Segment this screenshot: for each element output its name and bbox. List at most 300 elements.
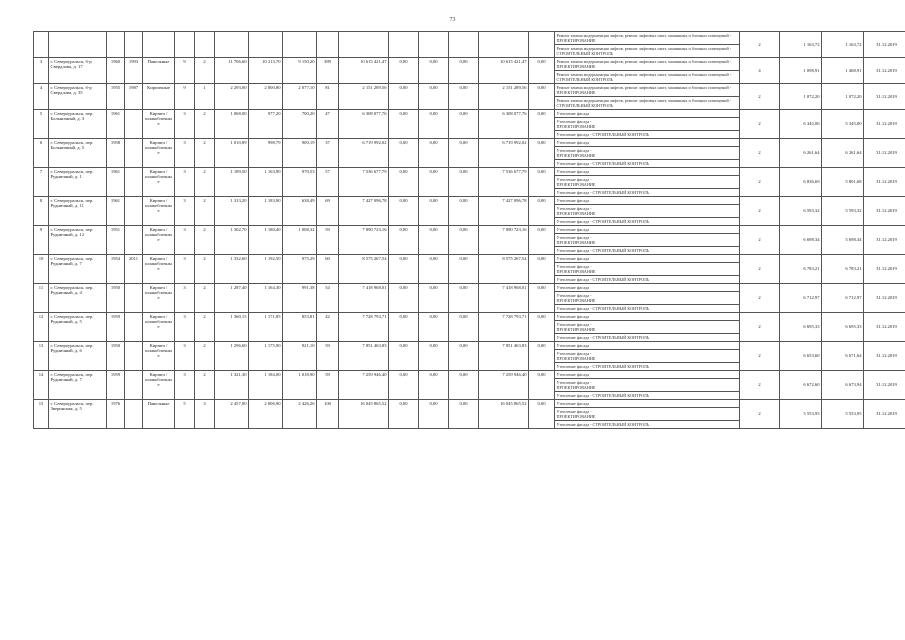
cell-no: 4 [34, 84, 49, 110]
work-type-text: Утепление фасада - [556, 119, 592, 124]
table-row [34, 226, 905, 234]
cell-other: 0,00 [529, 255, 555, 284]
work-type-text: Утепление фасада - [556, 351, 592, 356]
cell-area-total: 1 360,15 [215, 313, 249, 342]
cell-address: г. Североуральск, пер. Больничный, д. 3 [49, 110, 107, 139]
cell-other: 0,00 [529, 84, 555, 110]
cell-entrances: 2 [195, 313, 215, 342]
cell-budget-subject: 0,00 [419, 313, 449, 342]
cell-fund: 0,00 [389, 197, 419, 226]
cell-area-living: 10 213,70 [249, 58, 283, 84]
cell-wall: Кирпич / шлакоблочные [143, 110, 175, 139]
cell-residents: 42 [317, 313, 339, 342]
cell-max-cost: 1 163,72 [822, 32, 864, 58]
cell-address: г. Североуральск, пер. Рудничный, д. 12 [49, 226, 107, 255]
cell-deadline: 31.12.2019 [864, 371, 905, 400]
cell-year-rec [125, 32, 143, 58]
cell-residents: 57 [317, 168, 339, 197]
cell-owners: 6 308 077,76 [479, 110, 529, 139]
cell-work-type [555, 321, 740, 334]
cell-wall: Кирпич / шлакоблочные [143, 371, 175, 400]
cell-budget-subject: 0,00 [419, 139, 449, 168]
cell-max-cost: 6 261,64 [822, 139, 864, 168]
cell-deadline: 31.12.2019 [864, 226, 905, 255]
cell-unit-cost: 6 698,34 [780, 226, 822, 255]
cell-work-type [555, 147, 740, 160]
cell-area-living: 998,79 [249, 139, 283, 168]
cell-fund: 0,00 [389, 313, 419, 342]
cell-residents: 54 [317, 284, 339, 313]
cell-budget-subject: 0,00 [419, 197, 449, 226]
work-type-text: Утепление фасада - СТРОИТЕЛЬНЫЙ КОНТРОЛЬ [556, 219, 650, 224]
cell-budget-local: 0,00 [449, 84, 479, 110]
cell-deadline: 31.12.2019 [864, 255, 905, 284]
cell-work-type [555, 32, 740, 45]
table-row [34, 32, 905, 45]
cell-wall: Кирпич / шлакоблочные [143, 313, 175, 342]
cell-cost-total: 6 719 992,02 [339, 139, 389, 168]
cell-owners: 10 615 421,47 [479, 58, 529, 84]
cell-budget-subject: 0,00 [419, 58, 449, 84]
cell-area-total: 1 302,70 [215, 226, 249, 255]
cell-year-rec [125, 313, 143, 342]
work-type-text: Ремонт замена модернизация лифтов, ремонт лифтовых шахт, машинных и блочных помещений - [556, 33, 732, 38]
table-row [34, 197, 905, 205]
cell-address: г. Североуральск, пер. Рудничный, д. 7 [49, 255, 107, 284]
cell-no: 12 [34, 313, 49, 342]
cell-area-living: 1 183,90 [249, 197, 283, 226]
cell-budget-local: 0,00 [449, 400, 479, 429]
cell-work-type [555, 110, 740, 118]
cell-lifts: 2 [740, 84, 780, 110]
cell-unit-cost: 5 553,95 [780, 400, 822, 429]
cell-cost-total [339, 32, 389, 58]
work-stage-text: СТРОИТЕЛЬНЫЙ КОНТРОЛЬ [556, 103, 614, 108]
cell-address: г. Североуральск, б-р Свердлова, д. 35 [49, 84, 107, 110]
cell-work-type [555, 276, 740, 284]
cell-deadline: 31.12.2019 [864, 110, 905, 139]
cell-fund: 0,00 [389, 168, 419, 197]
table-row [34, 110, 905, 118]
cell-wall: Кирпичные [143, 84, 175, 110]
cell-owners: 7 851 463,83 [479, 342, 529, 371]
cell-area-total: 1 068,00 [215, 110, 249, 139]
cell-budget-subject: 0,00 [419, 84, 449, 110]
cell-work-type [555, 400, 740, 408]
cell-year: 1959 [107, 371, 125, 400]
cell-fund: 0,00 [389, 110, 419, 139]
cell-address: г. Североуральск, пер. Рудничный, д. 11 [49, 197, 107, 226]
cell-work-type [555, 176, 740, 189]
work-type-text: Утепление фасада [556, 401, 590, 406]
work-type-text: Утепление фасада - СТРОИТЕЛЬНЫЙ КОНТРОЛЬ [556, 277, 650, 282]
cell-residents: 37 [317, 139, 339, 168]
cell-area-living: 1 175,90 [249, 342, 283, 371]
cell-year: 1961 [107, 197, 125, 226]
cell-owners [479, 32, 529, 58]
cell-owners: 8 575 267,54 [479, 255, 529, 284]
cell-max-cost: 6 712,97 [822, 284, 864, 313]
cell-work-type [555, 350, 740, 363]
cell-address: г. Североуральск, пер. Больничный, д. 5 [49, 139, 107, 168]
cell-area-res: 921,10 [283, 342, 317, 371]
work-type-text: Утепление фасада - [556, 322, 592, 327]
work-type-text: Ремонт замена модернизация лифтов, ремонт лифтовых шахт, машинных и блочных помещений - [556, 72, 732, 77]
cell-year: 1958 [107, 139, 125, 168]
cell-max-cost: 1 072,20 [822, 84, 864, 110]
cell-entrances: 2 [195, 284, 215, 313]
cell-area-total: 1 189,50 [215, 168, 249, 197]
cell-unit-cost: 6 261,64 [780, 139, 822, 168]
cell-max-cost: 5 593,32 [822, 197, 864, 226]
work-type-text: Утепление фасада [556, 285, 590, 290]
cell-unit-cost: 6 712,97 [780, 284, 822, 313]
cell-other: 0,00 [529, 342, 555, 371]
work-type-text: Утепление фасада [556, 372, 590, 377]
cell-fund: 0,00 [389, 400, 419, 429]
table-row [34, 342, 905, 350]
cell-address: г. Североуральск, пер. Рудничный, д. 6 [49, 342, 107, 371]
cell-no: 13 [34, 342, 49, 371]
cell-floors: 3 [175, 313, 195, 342]
cell-entrances: 3 [195, 400, 215, 429]
cell-work-type [555, 379, 740, 392]
cell-entrances [195, 32, 215, 58]
cell-area-living: 1 192,50 [249, 255, 283, 284]
cell-other: 0,00 [529, 371, 555, 400]
cell-area-total: 2 457,00 [215, 400, 249, 429]
work-stage-text: ПРОЕКТИРОВАНИЕ [556, 64, 596, 69]
work-stage-text: ПРОЕКТИРОВАНИЕ [556, 269, 596, 274]
cell-area-res: 700,20 [283, 110, 317, 139]
work-stage-text: ПРОЕКТИРОВАНИЕ [556, 414, 596, 419]
cell-fund: 0,00 [389, 139, 419, 168]
table-row [34, 84, 905, 97]
cell-year-rec [125, 197, 143, 226]
work-type-text: Утепление фасада [556, 343, 590, 348]
cell-year-rec: 2011 [125, 255, 143, 284]
cell-area-res: 975,29 [283, 255, 317, 284]
cell-work-type [555, 118, 740, 131]
cell-budget-local [449, 32, 479, 58]
cell-cost-total: 7 536 677,79 [339, 168, 389, 197]
capital-repair-table [33, 31, 905, 429]
page-number: 73 [449, 17, 456, 23]
cell-owners: 2 151 289,56 [479, 84, 529, 110]
cell-floors: 3 [175, 284, 195, 313]
table-row [34, 400, 905, 408]
cell-budget-subject [419, 32, 449, 58]
work-type-text: Утепление фасада - [556, 293, 592, 298]
cell-address [49, 32, 107, 58]
cell-cost-total: 2 151 289,56 [339, 84, 389, 110]
cell-lifts: 2 [740, 197, 780, 226]
cell-residents: 69 [317, 197, 339, 226]
work-type-text: Утепление фасада - СТРОИТЕЛЬНЫЙ КОНТРОЛЬ [556, 132, 650, 137]
cell-lifts: 2 [740, 32, 780, 58]
cell-budget-subject: 0,00 [419, 371, 449, 400]
cell-entrances: 1 [195, 84, 215, 110]
cell-floors: 3 [175, 255, 195, 284]
work-type-text: Утепление фасада - СТРОИТЕЛЬНЫЙ КОНТРОЛЬ [556, 306, 650, 311]
cell-max-cost: 5 345,00 [822, 110, 864, 139]
cell-budget-subject: 0,00 [419, 342, 449, 371]
cell-unit-cost: 6 593,32 [780, 197, 822, 226]
cell-work-type [555, 197, 740, 205]
cell-residents: 59 [317, 371, 339, 400]
work-type-text: Утепление фасада [556, 169, 590, 174]
cell-area-total: 1 321,30 [215, 371, 249, 400]
cell-work-type [555, 97, 740, 110]
cell-work-type [555, 71, 740, 84]
cell-no: 8 [34, 197, 49, 226]
work-stage-text: ПРОЕКТИРОВАНИЕ [556, 38, 596, 43]
cell-deadline: 31.12.2019 [864, 342, 905, 371]
cell-other: 0,00 [529, 168, 555, 197]
cell-work-type [555, 363, 740, 371]
cell-address: г. Североуральск, пер. Рудничный, д. 4 [49, 284, 107, 313]
cell-deadline: 31.12.2019 [864, 139, 905, 168]
cell-work-type [555, 226, 740, 234]
cell-max-cost: 5 698,34 [822, 226, 864, 255]
cell-fund: 0,00 [389, 284, 419, 313]
table-row [34, 58, 905, 71]
cell-work-type [555, 392, 740, 400]
cell-cost-total: 7 890 723,16 [339, 226, 389, 255]
cell-budget-local: 0,00 [449, 197, 479, 226]
cell-unit-cost: 1 072,20 [780, 84, 822, 110]
cell-unit-cost: 6 653,60 [780, 342, 822, 371]
cell-work-type [555, 58, 740, 71]
cell-entrances: 2 [195, 342, 215, 371]
work-stage-text: ПРОЕКТИРОВАНИЕ [556, 211, 596, 216]
cell-floors: 9 [175, 84, 195, 110]
cell-fund: 0,00 [389, 84, 419, 110]
cell-address: г. Североуральск, б-р Свердлова, д. 17 [49, 58, 107, 84]
work-stage-text: ПРОЕКТИРОВАНИЕ [556, 298, 596, 303]
cell-deadline: 31.12.2019 [864, 168, 905, 197]
work-type-text: Утепление фасада - СТРОИТЕЛЬНЫЙ КОНТРОЛЬ [556, 190, 650, 195]
work-stage-text: СТРОИТЕЛЬНЫЙ КОНТРОЛЬ [556, 51, 614, 56]
cell-area-living: 2 006,90 [249, 400, 283, 429]
work-type-text: Утепление фасада - [556, 235, 592, 240]
cell-year: 1961 [107, 110, 125, 139]
cell-year-rec: 1987 [125, 84, 143, 110]
cell-area-res: 1 008,32 [283, 226, 317, 255]
cell-work-type [555, 408, 740, 421]
cell-residents: 59 [317, 342, 339, 371]
cell-wall [143, 32, 175, 58]
cell-cost-total: 10 615 421,47 [339, 58, 389, 84]
cell-year-rec: 1993 [125, 58, 143, 84]
cell-unit-cost: 6 783,21 [780, 255, 822, 284]
cell-max-cost: 1 468,91 [822, 58, 864, 84]
cell-deadline: 31.12.2019 [864, 32, 905, 58]
cell-work-type [555, 189, 740, 197]
cell-deadline: 31.12.2019 [864, 284, 905, 313]
cell-wall: Кирпич / шлакоблочные [143, 284, 175, 313]
cell-area-res [283, 32, 317, 58]
cell-area-res: 2 077,10 [283, 84, 317, 110]
cell-unit-cost: 6 345,00 [780, 110, 822, 139]
cell-other: 0,00 [529, 284, 555, 313]
cell-no: 9 [34, 226, 49, 255]
work-type-text: Утепление фасада - СТРОИТЕЛЬНЫЙ КОНТРОЛЬ [556, 248, 650, 253]
cell-unit-cost: 1 098,91 [780, 58, 822, 84]
cell-work-type [555, 168, 740, 176]
cell-owners: 16 045 865,52 [479, 400, 529, 429]
cell-wall: Кирпич / шлакоблочные [143, 139, 175, 168]
cell-lifts: 2 [740, 139, 780, 168]
cell-deadline: 31.12.2019 [864, 197, 905, 226]
cell-area-res: 970,53 [283, 168, 317, 197]
work-type-text: Утепление фасада [556, 140, 590, 145]
cell-owners: 7 728 793,71 [479, 313, 529, 342]
cell-year: 1955 [107, 84, 125, 110]
cell-area-total: 2 293,00 [215, 84, 249, 110]
cell-deadline: 31.12.2019 [864, 84, 905, 110]
cell-area-total: 1 313,20 [215, 197, 249, 226]
cell-area-total: 1 287,40 [215, 284, 249, 313]
cell-other: 0,00 [529, 58, 555, 84]
cell-deadline: 31.12.2019 [864, 313, 905, 342]
cell-year: 1950 [107, 342, 125, 371]
cell-cost-total: 7 418 968,01 [339, 284, 389, 313]
cell-work-type [555, 205, 740, 218]
cell-wall: Кирпич / шлакоблочные [143, 168, 175, 197]
cell-budget-subject: 0,00 [419, 226, 449, 255]
work-stage-text: ПРОЕКТИРОВАНИЕ [556, 327, 596, 332]
cell-other: 0,00 [529, 226, 555, 255]
cell-unit-cost: 6 836,69 [780, 168, 822, 197]
cell-work-type [555, 45, 740, 58]
cell-year: 1950 [107, 284, 125, 313]
cell-fund: 0,00 [389, 255, 419, 284]
cell-lifts: 4 [740, 58, 780, 84]
cell-work-type [555, 263, 740, 276]
work-type-text: Утепление фасада [556, 314, 590, 319]
cell-owners: 7 890 723,16 [479, 226, 529, 255]
cell-area-res: 1 018,90 [283, 371, 317, 400]
cell-other: 0,00 [529, 110, 555, 139]
cell-no: 6 [34, 139, 49, 168]
cell-work-type [555, 313, 740, 321]
cell-fund [389, 32, 419, 58]
cell-floors: 3 [175, 110, 195, 139]
work-stage-text: ПРОЕКТИРОВАНИЕ [556, 182, 596, 187]
cell-max-cost: 6 783,21 [822, 255, 864, 284]
cell-area-total: 11 706,60 [215, 58, 249, 84]
cell-residents: 59 [317, 226, 339, 255]
cell-wall: Кирпич / шлакоблочные [143, 255, 175, 284]
cell-work-type [555, 292, 740, 305]
cell-cost-total: 7 728 793,71 [339, 313, 389, 342]
cell-year-rec [125, 342, 143, 371]
cell-max-cost: 5 553,95 [822, 400, 864, 429]
cell-unit-cost: 6 695,33 [780, 313, 822, 342]
cell-area-living: 1 164,30 [249, 284, 283, 313]
cell-year-rec [125, 168, 143, 197]
cell-no [34, 32, 49, 58]
cell-entrances: 2 [195, 371, 215, 400]
cell-work-type [555, 334, 740, 342]
cell-deadline: 31.12.2019 [864, 58, 905, 84]
cell-work-type [555, 139, 740, 147]
cell-wall: Панельные [143, 58, 175, 84]
cell-address: г. Североуральск, пер. Рудничный, д. 1 [49, 168, 107, 197]
cell-budget-local: 0,00 [449, 255, 479, 284]
cell-work-type [555, 247, 740, 255]
cell-floors: 3 [175, 226, 195, 255]
cell-floors: 3 [175, 371, 195, 400]
cell-unit-cost: 1 163,72 [780, 32, 822, 58]
cell-wall: Кирпич / шлакоблочные [143, 197, 175, 226]
work-type-text: Утепление фасада - СТРОИТЕЛЬНЫЙ КОНТРОЛЬ [556, 364, 650, 369]
cell-year-rec [125, 400, 143, 429]
cell-budget-local: 0,00 [449, 313, 479, 342]
cell-entrances: 2 [195, 197, 215, 226]
cell-area-res: 638,49 [283, 197, 317, 226]
cell-area-living: 1 184,00 [249, 371, 283, 400]
cell-entrances: 2 [195, 58, 215, 84]
work-type-text: Утепление фасада [556, 227, 590, 232]
cell-address: г. Североуральск, пер. Рудничный, д. 7 [49, 371, 107, 400]
cell-no: 11 [34, 284, 49, 313]
cell-residents: 100 [317, 400, 339, 429]
cell-floors: 3 [175, 197, 195, 226]
cell-budget-local: 0,00 [449, 58, 479, 84]
work-stage-text: ПРОЕКТИРОВАНИЕ [556, 124, 596, 129]
cell-area-living: 1 171,85 [249, 313, 283, 342]
cell-fund: 0,00 [389, 342, 419, 371]
cell-year: 1976 [107, 400, 125, 429]
cell-budget-subject: 0,00 [419, 168, 449, 197]
cell-address: г. Североуральск, пер. Рудничный, д. 5 [49, 313, 107, 342]
cell-no: 15 [34, 400, 49, 429]
cell-wall: Кирпич / шлакоблочные [143, 226, 175, 255]
work-stage-text: ПРОЕКТИРОВАНИЕ [556, 153, 596, 158]
work-type-text: Ремонт замена модернизация лифтов, ремонт лифтовых шахт, машинных и блочных помещений - [556, 98, 732, 103]
cell-floors: 3 [175, 168, 195, 197]
cell-unit-cost: 6 672,60 [780, 371, 822, 400]
work-type-text: Утепление фасада [556, 111, 590, 116]
work-type-text: Утепление фасада [556, 198, 590, 203]
cell-area-total [215, 32, 249, 58]
cell-work-type [555, 160, 740, 168]
cell-area-res: 9 150,20 [283, 58, 317, 84]
cell-address: г. Североуральск, пер. Зверинская, д. 5 [49, 400, 107, 429]
work-stage-text: ПРОЕКТИРОВАНИЕ [556, 90, 596, 95]
cell-area-total: 1 296,60 [215, 342, 249, 371]
cell-year: 1960 [107, 58, 125, 84]
cell-floors: 3 [175, 342, 195, 371]
work-type-text: Утепление фасада - [556, 380, 592, 385]
cell-year-rec [125, 110, 143, 139]
cell-cost-total: 16 045 865,52 [339, 400, 389, 429]
cell-area-living: 1 163,90 [249, 168, 283, 197]
cell-area-res: 900,19 [283, 139, 317, 168]
work-stage-text: ПРОЕКТИРОВАНИЕ [556, 356, 596, 361]
cell-area-total: 1 010,89 [215, 139, 249, 168]
cell-entrances: 2 [195, 226, 215, 255]
cell-deadline: 31.12.2019 [864, 400, 905, 429]
cell-fund: 0,00 [389, 58, 419, 84]
cell-lifts: 2 [740, 371, 780, 400]
cell-cost-total: 7 427 096,78 [339, 197, 389, 226]
work-type-text: Утепление фасада - СТРОИТЕЛЬНЫЙ КОНТРОЛЬ [556, 422, 650, 427]
cell-work-type [555, 234, 740, 247]
cell-work-type [555, 255, 740, 263]
